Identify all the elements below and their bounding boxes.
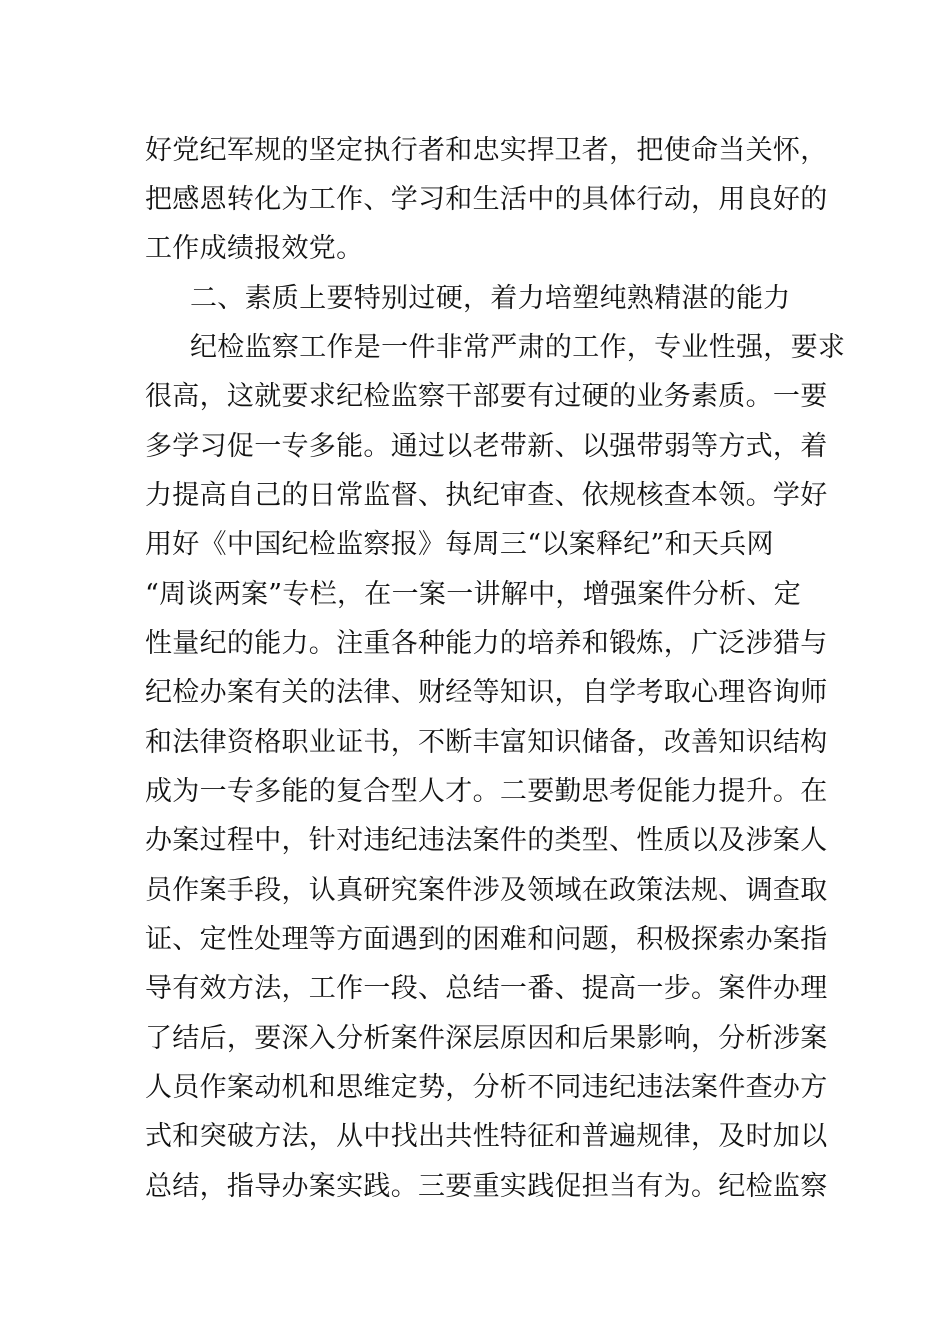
text-line: 工作成绩报效党。 — [145, 233, 364, 264]
text-line: 了结后，要深入分析案件深层原因和后果影响，分析涉案 — [145, 1023, 828, 1054]
text-line: 员作案手段，认真研究案件涉及领域在政策法规、调查取 — [145, 875, 828, 906]
text-line: 和法律资格职业证书，不断丰富知识储备，改善知识结构 — [145, 727, 828, 758]
text-line: 证、定性处理等方面遇到的困难和问题，积极探索办案指 — [145, 924, 828, 955]
text-line: 纪检办案有关的法律、财经等知识，自学考取心理咨询师 — [145, 677, 828, 708]
text-line: 成为一专多能的复合型人才。二要勤思考促能力提升。在 — [145, 776, 828, 807]
text-line: 人员作案动机和思维定势，分析不同违纪违法案件查办方 — [145, 1072, 828, 1103]
text-line: 性量纪的能力。注重各种能力的培养和锻炼，广泛涉猎与 — [145, 628, 828, 659]
text-line: 纪检监察工作是一件非常严肃的工作，专业性强，要求 — [190, 332, 846, 363]
text-line: 总结，指导办案实践。三要重实践促担当有为。纪检监察 — [145, 1171, 828, 1202]
text-line: 力提高自己的日常监督、执纪审查、依规核查本领。学好 — [145, 480, 828, 511]
section-heading: 二、素质上要特别过硬，着力培塑纯熟精湛的能力 — [190, 283, 791, 314]
text-line: 好党纪军规的坚定执行者和忠实捍卫者，把使命当关怀， — [145, 135, 828, 166]
text-line: 式和突破方法，从中找出共性特征和普遍规律，及时加以 — [145, 1121, 828, 1152]
text-line: 把感恩转化为工作、学习和生活中的具体行动，用良好的 — [145, 184, 828, 215]
text-line: 多学习促一专多能。通过以老带新、以强带弱等方式，着 — [145, 431, 828, 462]
text-line: 用好《中国纪检监察报》每周三“以案释纪”和天兵网 — [145, 529, 774, 560]
text-line: 办案过程中，针对违纪违法案件的类型、性质以及涉案人 — [145, 825, 828, 856]
text-line: 很高，这就要求纪检监察干部要有过硬的业务素质。一要 — [145, 381, 828, 412]
text-line: “周谈两案”专栏，在一案一讲解中，增强案件分析、定 — [145, 579, 802, 610]
text-line: 导有效方法，工作一段、总结一番、提高一步。案件办理 — [145, 973, 828, 1004]
